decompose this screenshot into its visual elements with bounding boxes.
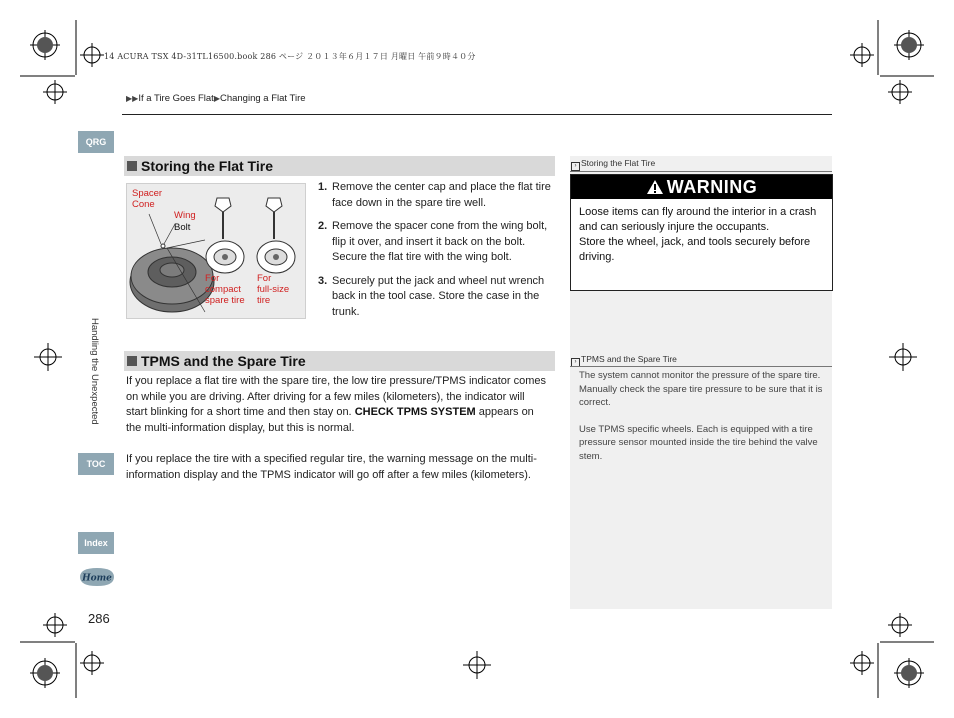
- sidebar-heading-tpms: › TPMS and the Spare Tire: [571, 354, 677, 367]
- label-full-size: For full-size tire: [257, 273, 290, 306]
- sidebar-heading-rule: [570, 171, 832, 172]
- section-title: TPMS and the Spare Tire: [141, 353, 306, 369]
- breadcrumb-current[interactable]: Changing a Flat Tire: [219, 93, 306, 104]
- index-tab-button[interactable]: Index: [78, 532, 114, 554]
- warning-body: [571, 199, 832, 271]
- warning-triangle-icon: [646, 179, 664, 195]
- print-file-meta: 14 ACURA TSX 4D-31TL16500.book 286 ページ ２０１３年６月１７日 月曜日 午前９時４０分: [104, 52, 476, 61]
- warning-box: [570, 174, 833, 291]
- section-heading-storing-flat-tire: [124, 156, 555, 176]
- step-number: 3.: [318, 274, 328, 287]
- breadcrumb-link-flat-tire[interactable]: If a Tire Goes Flat: [138, 93, 214, 104]
- storage-steps-list: [318, 180, 558, 328]
- home-label: Home: [82, 573, 112, 584]
- step-item: [318, 180, 558, 211]
- step-number: 2.: [318, 220, 328, 232]
- tpms-note-paragraph-2: Use TPMS specific wheels. Each is equipped with a tire pressure sensor mounted inside the tire behind the valve stem.: [579, 423, 818, 462]
- label-wing: Wing: [174, 210, 196, 221]
- sidebar-ref-icon: ›: [571, 162, 580, 171]
- header-rule: [122, 114, 832, 115]
- warning-title: WARNING: [666, 176, 758, 197]
- section-title: Storing the Flat Tire: [141, 158, 273, 174]
- step-text: Securely put the jack and wheel nut wrench back in the tool case. Store the case in the trunk.: [332, 274, 545, 318]
- check-tpms-system-message: CHECK TPMS SYSTEM: [354, 406, 476, 418]
- warning-header: [571, 175, 832, 199]
- label-bolt: Bolt: [174, 222, 191, 233]
- section-heading-tpms-spare-tire: [124, 351, 555, 371]
- tpms-body-text: [126, 374, 546, 499]
- breadcrumb-separator: ▶: [213, 94, 220, 103]
- label-compact-spare: For compact spare tire: [205, 273, 245, 306]
- breadcrumb: [126, 93, 306, 104]
- toc-tab-button[interactable]: TOC: [78, 453, 114, 475]
- tpms-paragraph-1: If you replace a flat tire with the spare tire, the low tire pressure/TPMS indicator comes on while you are driving. After driving for a few miles (kilometers), the indicator will start blinking for a short time and then stay on. CHECK TPMS SYSTEM appears on the multi-information display, but this is normal.: [126, 375, 547, 434]
- tpms-paragraph-2: If you replace the tire with a specified regular tire, the warning message on the multi-information display and the TPMS indicator will go off after a few miles (kilometers).: [126, 453, 537, 481]
- step-item: [318, 219, 558, 266]
- step-text: Remove the center cap and place the flat tire face down in the spare tire well.: [332, 181, 551, 209]
- tpms-note-paragraph-1: The system cannot monitor the pressure of the spare tire. Manually check the spare tire pressure to be sure that it is correct.: [579, 370, 823, 408]
- home-button[interactable]: [78, 566, 116, 588]
- label-spacer-cone: Spacer Cone: [132, 188, 163, 210]
- warning-paragraph-2: Store the wheel, jack, and tools securely before driving.: [579, 236, 811, 263]
- tpms-sidebar-note: [579, 369, 823, 476]
- page-number: 286: [88, 611, 110, 626]
- sidebar-heading-rule: [570, 366, 832, 367]
- chapter-side-label: Handling the Unexpected: [89, 318, 100, 425]
- section-square-icon: [127, 356, 137, 366]
- warning-paragraph-1: Loose items can fly around the interior in a crash and can seriously injure the occupants.: [579, 206, 817, 233]
- sidebar-ref-icon: ›: [571, 358, 580, 367]
- breadcrumb-marker: ▶▶: [126, 94, 139, 103]
- step-text: Remove the spacer cone from the wing bolt, flip it over, and insert it back on the bolt. Secure the flat tire with the wing bolt.: [332, 220, 548, 263]
- sidebar-heading-storing: › Storing the Flat Tire: [571, 158, 655, 171]
- step-item: [318, 274, 558, 321]
- flat-tire-storage-figure: [126, 183, 306, 319]
- qrg-tab-button[interactable]: QRG: [78, 131, 114, 153]
- section-square-icon: [127, 161, 137, 171]
- step-number: 1.: [318, 181, 328, 193]
